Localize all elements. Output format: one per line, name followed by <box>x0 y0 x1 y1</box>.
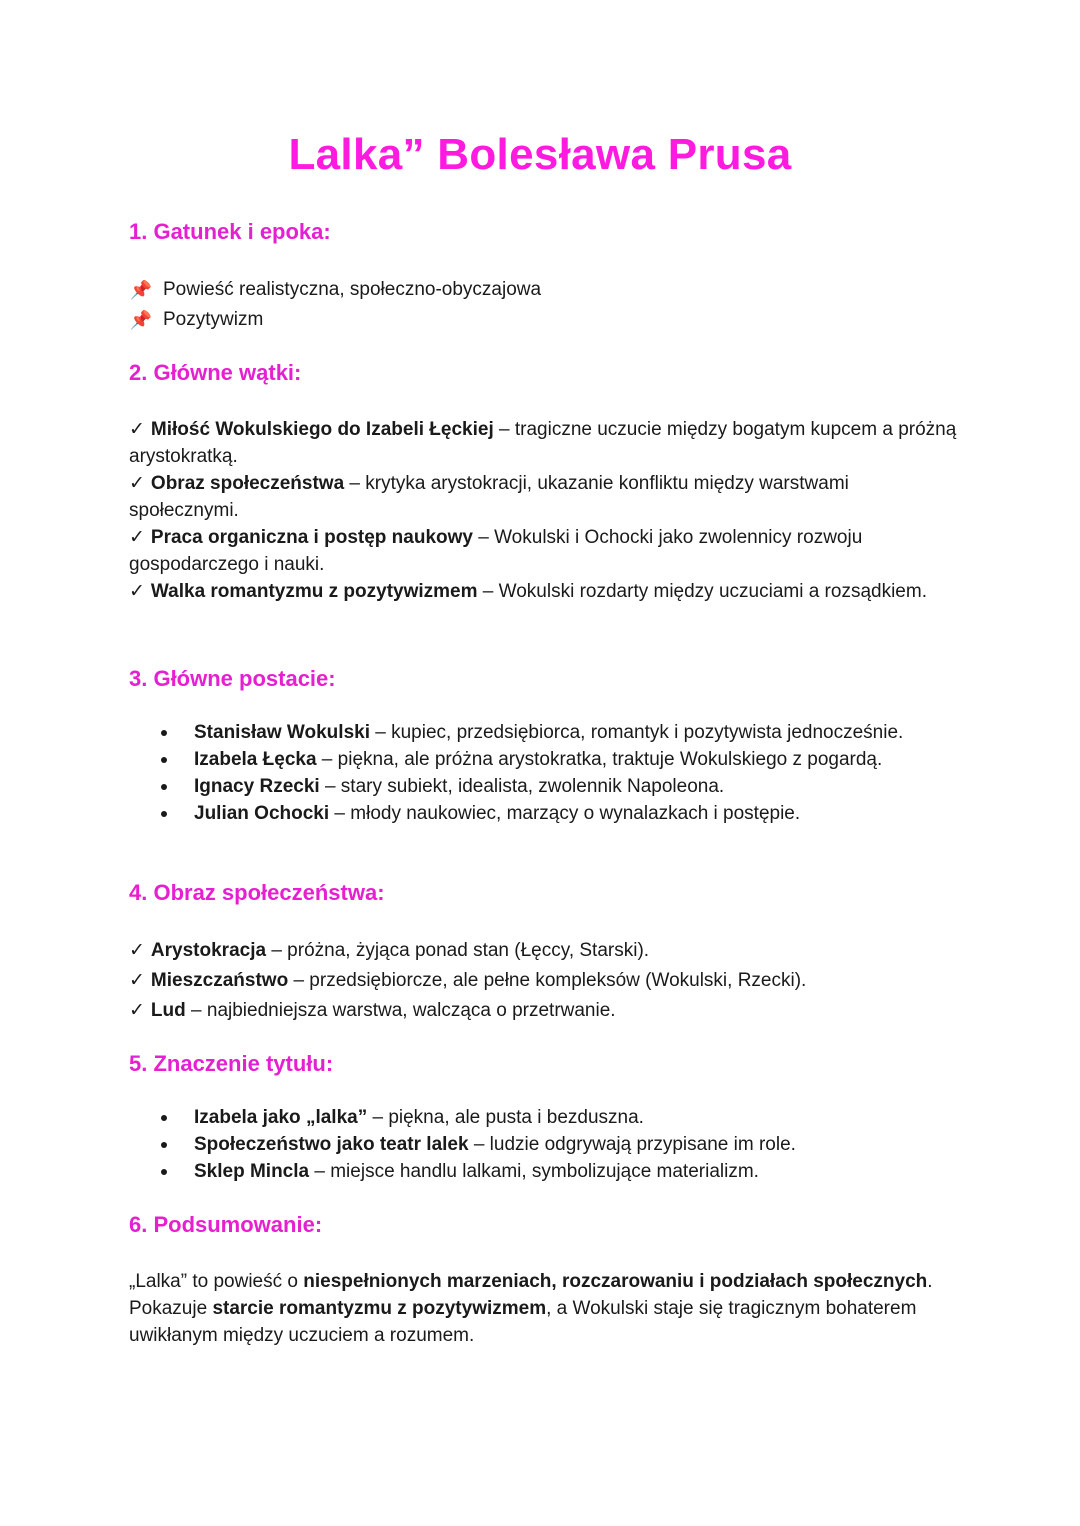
page-title: Lalka” Bolesława Prusa <box>288 130 792 179</box>
pushpin-icon: 📌 <box>129 309 153 330</box>
item-description: – stary subiekt, idealista, zwolennik Napoleona. <box>319 776 725 797</box>
list-item <box>129 996 959 1026</box>
item-term: Walka romantyzmu z pozytywizmem <box>150 581 478 602</box>
list-item <box>129 773 959 800</box>
summary-text: „Lalka” to powieść o <box>129 1271 304 1292</box>
item-term: Izabela Łęcka <box>194 749 317 770</box>
summary-text: . Pokazuje <box>129 1271 933 1319</box>
list-item <box>129 578 959 605</box>
section-society <box>129 878 959 1026</box>
list-item <box>129 800 959 827</box>
bullet-dot-icon <box>161 730 167 736</box>
bullet-dot-icon <box>161 784 167 790</box>
bullet-dot-icon <box>161 1115 167 1121</box>
item-description: – Wokulski i Ochocki jako zwolennicy rozwoju gospodarczego i nauki. <box>129 527 863 575</box>
bullet-dot-icon <box>161 811 167 817</box>
checkmark-icon: ✓ <box>129 527 145 548</box>
item-term: Społeczeństwo jako teatr lalek <box>194 1134 469 1155</box>
list-item <box>129 936 959 966</box>
list-item <box>129 305 959 335</box>
section-main-threads <box>129 358 959 605</box>
item-description: – próżna, żyjąca ponad stan (Łęccy, Starski). <box>266 940 650 961</box>
section-heading: 5. Znaczenie tytułu: <box>129 1051 334 1076</box>
item-term: Praca organiczna i postęp naukowy <box>150 527 473 548</box>
item-description: – tragiczne uczucie między bogatym kupcem a próżną arystokratką. <box>129 419 957 467</box>
item-term: Ignacy Rzecki <box>194 776 320 797</box>
list-item <box>129 1104 959 1131</box>
item-description: – miejsce handlu lalkami, symbolizujące materializm. <box>309 1161 759 1182</box>
list-item <box>129 1131 959 1158</box>
bullet-dot-icon <box>161 757 167 763</box>
item-term: Lud <box>150 1000 186 1021</box>
item-term: Sklep Mincla <box>194 1161 310 1182</box>
item-description: – ludzie odgrywają przypisane im role. <box>468 1134 796 1155</box>
section-genre <box>129 217 959 335</box>
summary-text: , a Wokulski staje się tragicznym bohaterem uwikłanym między uczuciem a rozumem. <box>129 1298 917 1346</box>
item-term: Obraz społeczeństwa <box>150 473 345 494</box>
section-characters <box>129 664 959 827</box>
checkmark-icon: ✓ <box>129 581 145 602</box>
checkmark-icon: ✓ <box>129 419 145 440</box>
item-description: – kupiec, przedsiębiorca, romantyk i pozytywista jednocześnie. <box>369 722 904 743</box>
list-item <box>129 966 959 996</box>
list-item <box>129 1158 959 1185</box>
item-term: Arystokracja <box>150 940 267 961</box>
item-description: – piękna, ale próżna arystokratka, traktuje Wokulskiego z pogardą. <box>316 749 883 770</box>
list-item <box>129 416 959 470</box>
item-term: Julian Ochocki <box>194 803 330 824</box>
bullet-list <box>129 1104 959 1185</box>
item-term: Miłość Wokulskiego do Izabeli Łęckiej <box>150 419 494 440</box>
list-item-text: Powieść realistyczna, społeczno-obyczajowa <box>163 279 542 300</box>
item-description: – piękna, ale pusta i bezduszna. <box>367 1107 644 1128</box>
bullet-dot-icon <box>161 1142 167 1148</box>
item-description: – przedsiębiorcze, ale pełne kompleksów (Wokulski, Rzecki). <box>288 970 807 991</box>
bullet-dot-icon <box>161 1169 167 1175</box>
list-item <box>129 470 959 524</box>
section-title-meaning <box>129 1049 959 1185</box>
item-term: Mieszczaństwo <box>150 970 289 991</box>
list-item-text: Pozytywizm <box>163 309 264 330</box>
item-description: – Wokulski rozdarty między uczuciami a rozsądkiem. <box>477 581 927 602</box>
section-heading: 3. Główne postacie: <box>129 666 336 691</box>
list-item <box>129 275 959 305</box>
section-heading: 1. Gatunek i epoka: <box>129 219 331 244</box>
checkmark-icon: ✓ <box>129 940 145 961</box>
checkmark-icon: ✓ <box>129 1000 145 1021</box>
summary-emphasis: niespełnionych marzeniach, rozczarowaniu i podziałach społecznych <box>303 1271 928 1292</box>
checkmark-icon: ✓ <box>129 473 145 494</box>
summary-emphasis: starcie romantyzmu z pozytywizmem <box>212 1298 547 1319</box>
section-heading: 4. Obraz społeczeństwa: <box>129 880 385 905</box>
pushpin-icon: 📌 <box>129 279 153 300</box>
item-description: – krytyka arystokracji, ukazanie konfliktu między warstwami społecznymi. <box>129 473 849 521</box>
section-heading: 2. Główne wątki: <box>129 360 302 385</box>
item-term: Izabela jako „lalka” <box>194 1107 368 1128</box>
item-description: – najbiedniejsza warstwa, walcząca o przetrwanie. <box>185 1000 616 1021</box>
summary-paragraph <box>129 1268 959 1349</box>
item-description: – młody naukowiec, marzący o wynalazkach i postępie. <box>329 803 801 824</box>
list-item <box>129 746 959 773</box>
checkmark-icon: ✓ <box>129 970 145 991</box>
bullet-list <box>129 719 959 827</box>
list-item <box>129 719 959 746</box>
section-heading: 6. Podsumowanie: <box>129 1212 323 1237</box>
item-term: Stanisław Wokulski <box>194 722 370 743</box>
list-item <box>129 524 959 578</box>
section-summary <box>129 1210 959 1349</box>
